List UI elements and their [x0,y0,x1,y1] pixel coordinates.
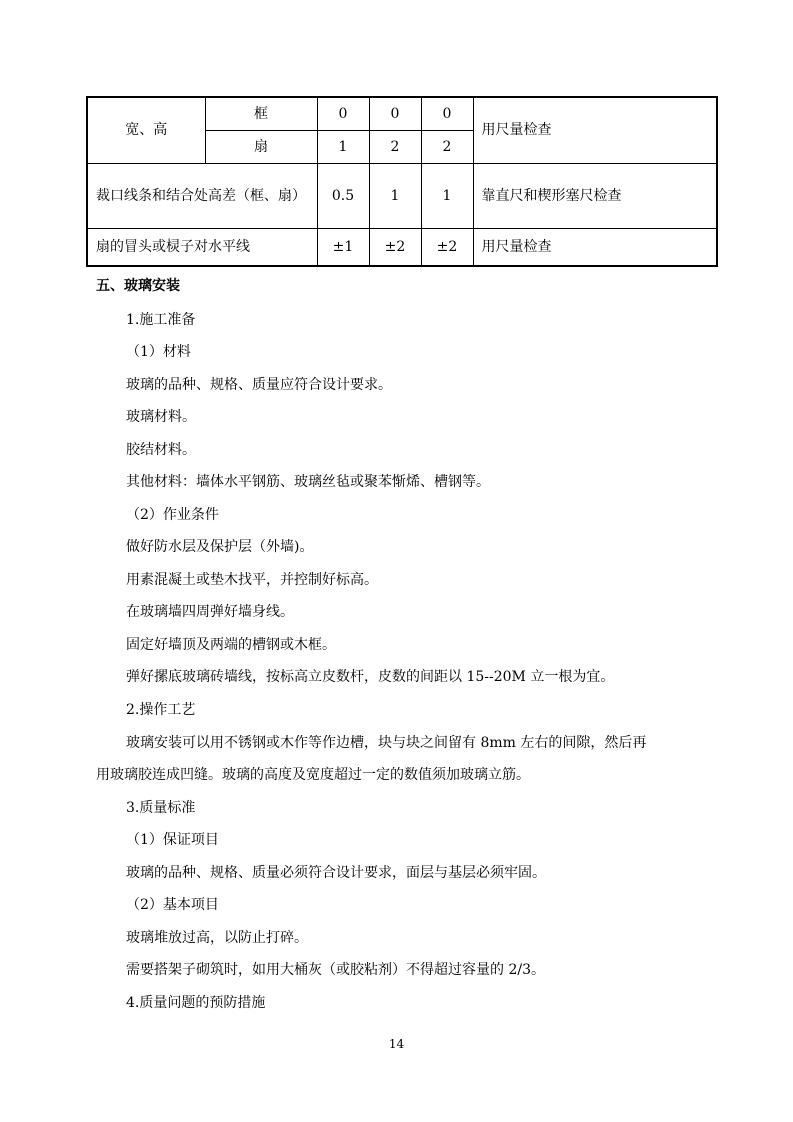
paragraph: 玻璃材料。 [126,409,196,425]
paragraph: 在玻璃墙四周弹好墙身线。 [126,604,294,620]
paragraph: 固定好墙顶及两端的槽钢或木框。 [126,637,336,653]
cell: 1 [369,164,421,229]
table-row [87,229,717,267]
cell: 2 [369,131,421,164]
heading: 3.质量标准 [126,800,196,816]
sub-label: 扇 [205,131,317,164]
sub-label: 框 [205,97,317,131]
page-number: 14 [388,1037,405,1051]
cell: 0 [421,97,473,131]
cell: 0.5 [317,164,369,229]
cell: 0 [369,97,421,131]
paragraph: 玻璃的品种、规格、质量必须符合设计要求，面层与基层必须牢固。 [126,865,546,881]
paragraph: 弹好摞底玻璃砖墙线，按标高立皮数杆，皮数的间距以 15--20M 立一根为宜。 [126,669,615,685]
row-label: 裁口线条和结合处高差（框、扇） [87,164,317,229]
paragraph: 玻璃的品种、规格、质量应符合设计要求。 [126,377,392,393]
method-cell: 靠直尺和楔形塞尺检查 [473,164,717,229]
paragraph: 其他材料：墙体水平钢筋、玻璃丝毡或聚苯惭烯、槽钢等。 [126,474,490,490]
method-cell: 用尺量检查 [473,97,717,164]
heading: 1.施工准备 [126,312,196,328]
spec-table [86,96,718,267]
method-cell: 用尺量检查 [473,229,717,267]
cell: ±2 [421,229,473,267]
paragraph: 胶结材料。 [126,442,196,458]
paragraph: 用素混凝土或垫木找平，并控制好标高。 [126,572,378,588]
cell: 2 [421,131,473,164]
paragraph: 用玻璃胶连成凹缝。玻璃的高度及宽度超过一定的数值须加玻璃立筋。 [96,767,530,783]
paragraph: 玻璃堆放过高，以防止打碎。 [126,930,308,946]
subheading: （2）基本项目 [126,897,219,913]
section-title: 五、玻璃安装 [96,278,180,294]
paragraph: 需要搭架子砌筑时，如用大桶灰（或胶粘剂）不得超过容量的 2/3。 [126,962,545,978]
row-label: 宽、高 [87,97,205,164]
paragraph: 做好防水层及保护层（外墙)。 [126,539,314,555]
table-row [87,97,717,131]
row-label: 扇的冒头或棂子对水平线 [87,229,317,267]
cell: 1 [421,164,473,229]
subheading: （1）材料 [126,344,191,360]
subheading: （2）作业条件 [126,507,219,523]
cell: 0 [317,97,369,131]
paragraph: 玻璃安装可以用不锈钢或木作等作边槽，块与块之间留有 8mm 左右的间隙，然后再 [126,735,647,751]
subheading: （1）保证项目 [126,832,219,848]
heading: 4.质量问题的预防措施 [126,995,266,1011]
table-row [87,164,717,229]
cell: 1 [317,131,369,164]
cell: ±2 [369,229,421,267]
heading: 2.操作工艺 [126,702,196,718]
cell: ±1 [317,229,369,267]
